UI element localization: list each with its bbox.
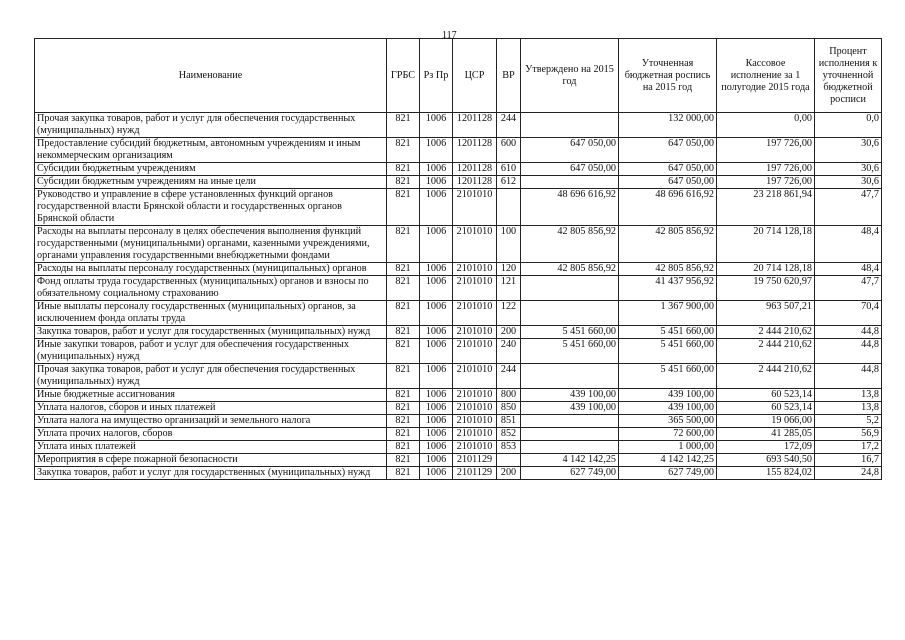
table-row: [35, 163, 882, 176]
cell-percent: 30,6: [815, 163, 882, 176]
cell-percent: 16,7: [815, 454, 882, 467]
header-rzpr: Рз Пр: [420, 39, 453, 113]
cell-csr: 1201128: [453, 176, 497, 189]
table-row: [35, 467, 882, 480]
cell-grbs: 821: [387, 276, 420, 301]
table-row: [35, 364, 882, 389]
cell-rzpr: 1006: [420, 163, 453, 176]
cell-name: Иные бюджетные ассигнования: [35, 389, 387, 402]
cell-percent: 48,4: [815, 263, 882, 276]
cell-csr: 2101129: [453, 467, 497, 480]
cell-percent: 44,8: [815, 326, 882, 339]
cell-approved: [521, 364, 619, 389]
cell-cash: 23 218 861,94: [717, 189, 815, 226]
cell-name: Прочая закупка товаров, работ и услуг для обеспечения государственных (муниципальных) нужд: [35, 113, 387, 138]
cell-percent: 30,6: [815, 138, 882, 163]
cell-approved: 5 451 660,00: [521, 326, 619, 339]
cell-name: Субсидии бюджетным учреждениям: [35, 163, 387, 176]
cell-name: Уплата прочих налогов, сборов: [35, 428, 387, 441]
cell-percent: 47,7: [815, 189, 882, 226]
budget-execution-table: [34, 38, 882, 480]
cell-approved: [521, 441, 619, 454]
cell-approved: [521, 176, 619, 189]
cell-vr: 853: [497, 441, 521, 454]
cell-grbs: 821: [387, 467, 420, 480]
cell-name: Иные закупки товаров, работ и услуг для обеспечения государственных (муниципальных) нужд: [35, 339, 387, 364]
cell-percent: 17,2: [815, 441, 882, 454]
cell-cash: 172,09: [717, 441, 815, 454]
cell-cash: 2 444 210,62: [717, 339, 815, 364]
cell-csr: 2101010: [453, 276, 497, 301]
cell-approved: 627 749,00: [521, 467, 619, 480]
cell-name: Уплата налога на имущество организаций и земельного налога: [35, 415, 387, 428]
cell-refined: 5 451 660,00: [619, 364, 717, 389]
cell-vr: 121: [497, 276, 521, 301]
cell-refined: 647 050,00: [619, 163, 717, 176]
cell-refined: 5 451 660,00: [619, 339, 717, 364]
cell-csr: 2101010: [453, 389, 497, 402]
cell-cash: 60 523,14: [717, 389, 815, 402]
table-row: [35, 454, 882, 467]
cell-cash: 0,00: [717, 113, 815, 138]
table-row: [35, 415, 882, 428]
cell-vr: 852: [497, 428, 521, 441]
cell-csr: 1201128: [453, 163, 497, 176]
cell-percent: 70,4: [815, 301, 882, 326]
header-cash: Кассовое исполнение за 1 полугодие 2015 года: [717, 39, 815, 113]
cell-refined: 42 805 856,92: [619, 263, 717, 276]
cell-cash: 20 714 128,18: [717, 263, 815, 276]
cell-rzpr: 1006: [420, 364, 453, 389]
cell-rzpr: 1006: [420, 276, 453, 301]
cell-vr: 600: [497, 138, 521, 163]
cell-grbs: 821: [387, 326, 420, 339]
cell-name: Руководство и управление в сфере установленных функций органов государственной власти Брянской области и государственных органов Брянской области: [35, 189, 387, 226]
table-row: [35, 326, 882, 339]
cell-csr: 2101129: [453, 454, 497, 467]
header-vr: ВР: [497, 39, 521, 113]
cell-csr: 1201128: [453, 113, 497, 138]
cell-approved: 647 050,00: [521, 163, 619, 176]
cell-rzpr: 1006: [420, 402, 453, 415]
cell-approved: 439 100,00: [521, 389, 619, 402]
cell-vr: 612: [497, 176, 521, 189]
page-number: 117: [442, 30, 457, 41]
cell-grbs: 821: [387, 301, 420, 326]
cell-csr: 2101010: [453, 189, 497, 226]
cell-refined: 5 451 660,00: [619, 326, 717, 339]
cell-rzpr: 1006: [420, 263, 453, 276]
cell-vr: 800: [497, 389, 521, 402]
cell-grbs: 821: [387, 454, 420, 467]
cell-name: Фонд оплаты труда государственных (муниципальных) органов и взносы по обязательному социальному страхованию: [35, 276, 387, 301]
table-row: [35, 276, 882, 301]
cell-approved: 42 805 856,92: [521, 263, 619, 276]
cell-percent: 13,8: [815, 402, 882, 415]
header-approved: Утверждено на 2015 год: [521, 39, 619, 113]
cell-cash: 20 714 128,18: [717, 226, 815, 263]
cell-approved: 42 805 856,92: [521, 226, 619, 263]
cell-percent: 30,6: [815, 176, 882, 189]
table-row: [35, 301, 882, 326]
cell-rzpr: 1006: [420, 454, 453, 467]
table-row: [35, 389, 882, 402]
cell-cash: 60 523,14: [717, 402, 815, 415]
table-row: [35, 176, 882, 189]
cell-name: Закупка товаров, работ и услуг для государственных (муниципальных) нужд: [35, 467, 387, 480]
cell-grbs: 821: [387, 189, 420, 226]
header-csr: ЦСР: [453, 39, 497, 113]
table-row: [35, 189, 882, 226]
cell-refined: 4 142 142,25: [619, 454, 717, 467]
cell-grbs: 821: [387, 428, 420, 441]
cell-grbs: 821: [387, 263, 420, 276]
cell-cash: 19 066,00: [717, 415, 815, 428]
cell-csr: 1201128: [453, 138, 497, 163]
cell-rzpr: 1006: [420, 226, 453, 263]
cell-approved: 48 696 616,92: [521, 189, 619, 226]
cell-name: Расходы на выплаты персоналу государственных (муниципальных) органов: [35, 263, 387, 276]
table-row: [35, 138, 882, 163]
cell-cash: 197 726,00: [717, 176, 815, 189]
cell-rzpr: 1006: [420, 189, 453, 226]
cell-refined: 647 050,00: [619, 138, 717, 163]
header-refined: Уточненная бюджетная роспись на 2015 год: [619, 39, 717, 113]
cell-csr: 2101010: [453, 263, 497, 276]
table-row: [35, 428, 882, 441]
cell-cash: 19 750 620,97: [717, 276, 815, 301]
cell-name: Уплата налогов, сборов и иных платежей: [35, 402, 387, 415]
cell-vr: [497, 454, 521, 467]
cell-percent: 0,0: [815, 113, 882, 138]
table-row: [35, 263, 882, 276]
cell-name: Закупка товаров, работ и услуг для государственных (муниципальных) нужд: [35, 326, 387, 339]
cell-approved: 647 050,00: [521, 138, 619, 163]
cell-refined: 1 367 900,00: [619, 301, 717, 326]
cell-grbs: 821: [387, 389, 420, 402]
cell-csr: 2101010: [453, 326, 497, 339]
cell-csr: 2101010: [453, 226, 497, 263]
cell-name: Прочая закупка товаров, работ и услуг для обеспечения государственных (муниципальных) нужд: [35, 364, 387, 389]
cell-refined: 72 600,00: [619, 428, 717, 441]
cell-vr: 122: [497, 301, 521, 326]
cell-grbs: 821: [387, 339, 420, 364]
cell-cash: 41 285,05: [717, 428, 815, 441]
cell-percent: 44,8: [815, 339, 882, 364]
cell-percent: 48,4: [815, 226, 882, 263]
cell-approved: [521, 415, 619, 428]
cell-csr: 2101010: [453, 441, 497, 454]
table-row: [35, 113, 882, 138]
cell-cash: 963 507,21: [717, 301, 815, 326]
cell-vr: 244: [497, 364, 521, 389]
cell-rzpr: 1006: [420, 176, 453, 189]
cell-approved: 4 142 142,25: [521, 454, 619, 467]
cell-rzpr: 1006: [420, 389, 453, 402]
cell-rzpr: 1006: [420, 113, 453, 138]
cell-approved: 439 100,00: [521, 402, 619, 415]
cell-percent: 24,8: [815, 467, 882, 480]
cell-rzpr: 1006: [420, 428, 453, 441]
cell-cash: 197 726,00: [717, 138, 815, 163]
cell-grbs: 821: [387, 441, 420, 454]
table-header: [35, 39, 882, 113]
table-row: [35, 441, 882, 454]
cell-approved: [521, 276, 619, 301]
cell-name: Иные выплаты персоналу государственных (муниципальных) органов, за исключением фонда оплаты труда: [35, 301, 387, 326]
cell-csr: 2101010: [453, 428, 497, 441]
table-body: [35, 113, 882, 480]
cell-refined: 439 100,00: [619, 389, 717, 402]
cell-grbs: 821: [387, 415, 420, 428]
cell-cash: 2 444 210,62: [717, 326, 815, 339]
cell-refined: 1 000,00: [619, 441, 717, 454]
cell-csr: 2101010: [453, 415, 497, 428]
cell-percent: 56,9: [815, 428, 882, 441]
cell-rzpr: 1006: [420, 326, 453, 339]
cell-cash: 155 824,02: [717, 467, 815, 480]
table-row: [35, 402, 882, 415]
cell-vr: 100: [497, 226, 521, 263]
cell-csr: 2101010: [453, 402, 497, 415]
cell-rzpr: 1006: [420, 138, 453, 163]
cell-refined: 647 050,00: [619, 176, 717, 189]
cell-csr: 2101010: [453, 339, 497, 364]
cell-vr: 240: [497, 339, 521, 364]
cell-vr: 200: [497, 467, 521, 480]
cell-grbs: 821: [387, 226, 420, 263]
cell-cash: 693 540,50: [717, 454, 815, 467]
cell-vr: 120: [497, 263, 521, 276]
cell-name: Мероприятия в сфере пожарной безопасности: [35, 454, 387, 467]
cell-name: Уплата иных платежей: [35, 441, 387, 454]
cell-percent: 5,2: [815, 415, 882, 428]
cell-vr: [497, 189, 521, 226]
cell-approved: [521, 428, 619, 441]
cell-approved: [521, 113, 619, 138]
cell-percent: 44,8: [815, 364, 882, 389]
cell-refined: 42 805 856,92: [619, 226, 717, 263]
cell-grbs: 821: [387, 176, 420, 189]
cell-grbs: 821: [387, 402, 420, 415]
cell-vr: 851: [497, 415, 521, 428]
cell-rzpr: 1006: [420, 301, 453, 326]
cell-refined: 48 696 616,92: [619, 189, 717, 226]
cell-refined: 41 437 956,92: [619, 276, 717, 301]
cell-grbs: 821: [387, 163, 420, 176]
cell-csr: 2101010: [453, 364, 497, 389]
cell-refined: 627 749,00: [619, 467, 717, 480]
cell-vr: 610: [497, 163, 521, 176]
cell-rzpr: 1006: [420, 339, 453, 364]
cell-percent: 13,8: [815, 389, 882, 402]
table-row: [35, 226, 882, 263]
cell-percent: 47,7: [815, 276, 882, 301]
cell-approved: 5 451 660,00: [521, 339, 619, 364]
cell-vr: 850: [497, 402, 521, 415]
header-row: [35, 39, 882, 113]
cell-approved: [521, 301, 619, 326]
cell-refined: 439 100,00: [619, 402, 717, 415]
cell-name: Расходы на выплаты персоналу в целях обеспечения выполнения функций государственными (муниципальными) органами, казенными учреждениями, органами управления государственными внебюджетными фондами: [35, 226, 387, 263]
header-grbs: ГРБС: [387, 39, 420, 113]
cell-grbs: 821: [387, 364, 420, 389]
cell-vr: 200: [497, 326, 521, 339]
cell-name: Субсидии бюджетным учреждениям на иные цели: [35, 176, 387, 189]
cell-cash: 197 726,00: [717, 163, 815, 176]
cell-rzpr: 1006: [420, 467, 453, 480]
cell-refined: 132 000,00: [619, 113, 717, 138]
table-row: [35, 339, 882, 364]
cell-rzpr: 1006: [420, 441, 453, 454]
cell-name: Предоставление субсидий бюджетным, автономным учреждениям и иным некоммерческим организациям: [35, 138, 387, 163]
cell-vr: 244: [497, 113, 521, 138]
header-name: Наименование: [35, 39, 387, 113]
cell-grbs: 821: [387, 113, 420, 138]
cell-cash: 2 444 210,62: [717, 364, 815, 389]
cell-csr: 2101010: [453, 301, 497, 326]
cell-refined: 365 500,00: [619, 415, 717, 428]
cell-grbs: 821: [387, 138, 420, 163]
header-percent: Процент исполнения к уточненной бюджетной росписи: [815, 39, 882, 113]
cell-rzpr: 1006: [420, 415, 453, 428]
